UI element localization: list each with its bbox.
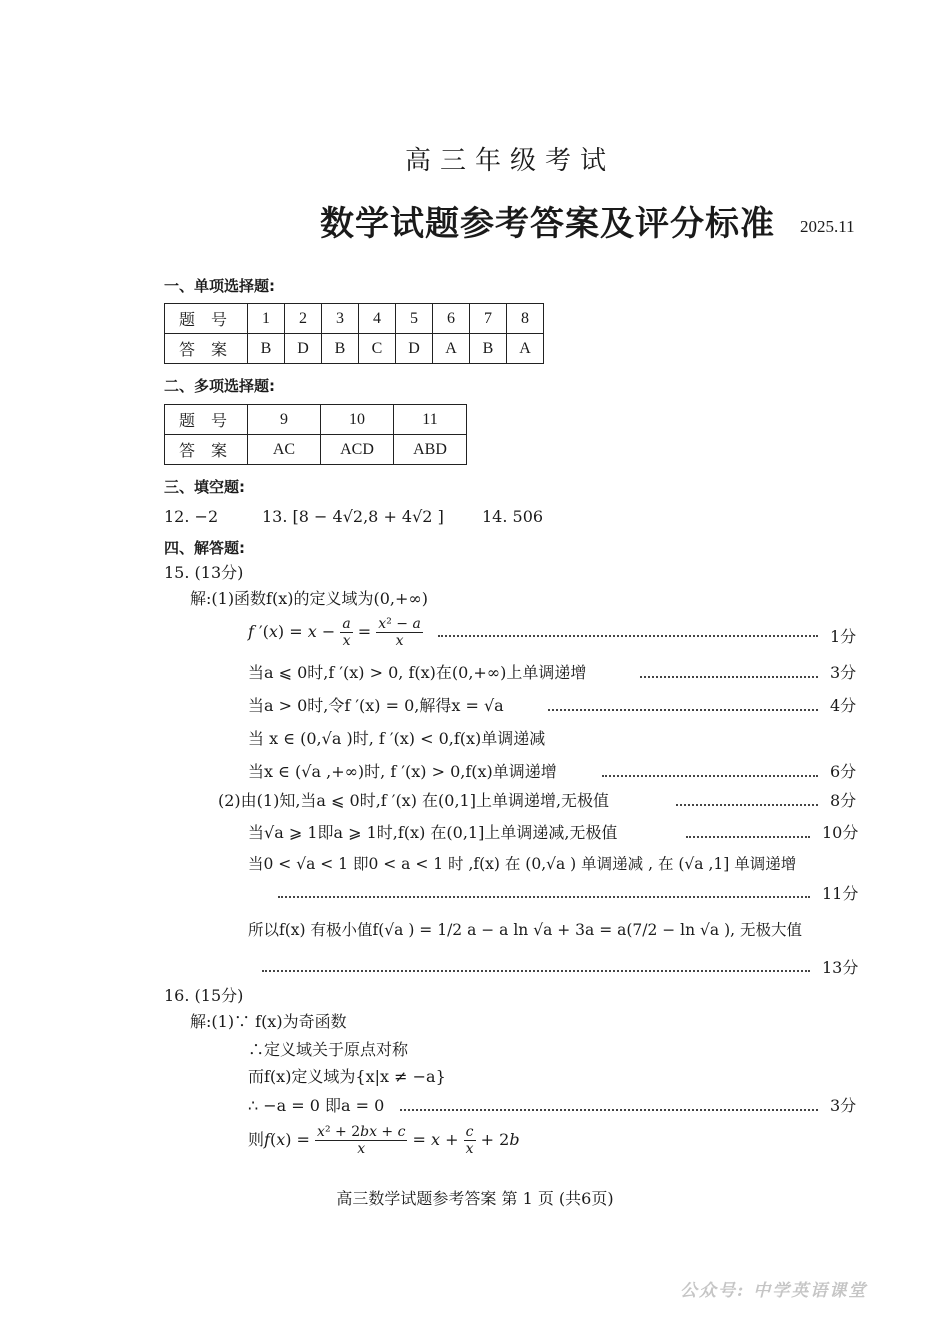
table-cell: 7: [470, 304, 507, 334]
q15-line: 当a ⩽ 0时,f ′(x) > 0, f(x)在(0,+∞)上单调递增: [248, 663, 587, 682]
watermark: 公众号: 中学英语课堂: [680, 1281, 868, 1301]
section-single-choice: 一、单项选择题:: [164, 277, 275, 295]
section-multiple-choice: 二、多项选择题:: [164, 377, 275, 395]
leader-dots: [548, 709, 818, 711]
table-cell: D: [285, 334, 322, 364]
table-row: [165, 405, 467, 435]
q16-line: ∴ −a = 0 即a = 0: [248, 1096, 385, 1115]
table-cell: 2: [285, 304, 322, 334]
table-cell: B: [470, 334, 507, 364]
table-row: [165, 435, 467, 465]
q15-line: 当 x ∈ (0,√a )时, f ′(x) < 0,f(x)单调递减: [248, 729, 546, 748]
exam-title: 高三年级考试: [404, 146, 615, 176]
q15-line: 当a > 0时,令f ′(x) = 0,解得x = √a: [248, 696, 504, 715]
table-cell: 4: [359, 304, 396, 334]
table-cell: C: [359, 334, 396, 364]
leader-dots: [278, 896, 810, 898]
row-label: 答案: [165, 435, 248, 465]
score-mark: 13分: [822, 958, 859, 977]
answer-q14: 14. 506: [482, 507, 544, 526]
row-label: 题号: [165, 304, 248, 334]
score-mark: 10分: [822, 823, 859, 842]
table-cell: AC: [248, 435, 321, 465]
q15-line: (2)由(1)知,当a ⩽ 0时,f ′(x) 在(0,1]上单调递增,无极值: [218, 791, 610, 810]
q15-heading: 15. (13分): [164, 563, 244, 582]
table-cell: A: [433, 334, 470, 364]
leader-dots: [400, 1109, 818, 1111]
table-cell: ABD: [394, 435, 467, 465]
table-cell: D: [396, 334, 433, 364]
multiple-choice-answer-table: [164, 404, 467, 465]
leader-dots: [640, 676, 818, 678]
table-cell: 10: [321, 405, 394, 435]
q15-line: 当x ∈ (√a ,+∞)时, f ′(x) > 0,f(x)单调递增: [248, 762, 557, 781]
leader-dots: [676, 804, 818, 806]
score-mark: 1分: [830, 627, 857, 646]
section-fill-blank: 三、填空题:: [164, 478, 245, 496]
table-cell: B: [322, 334, 359, 364]
q16-heading: 16. (15分): [164, 986, 244, 1005]
score-mark: 3分: [830, 1096, 857, 1115]
q16-line: 而f(x)定义域为{x|x ≠ −a}: [248, 1067, 446, 1086]
leader-dots: [686, 836, 810, 838]
document-date: 2025.11: [800, 217, 855, 236]
q15-line: 所以f(x) 有极小值f(√a ) = 1/2 a − a ln √a + 3a = a(7/2 − ln √a ), 无极大值: [248, 921, 802, 939]
score-mark: 11分: [822, 884, 859, 903]
leader-dots: [438, 635, 818, 637]
q15-line: 当0 < √a < 1 即0 < a < 1 时 ,f(x) 在 (0,√a ) 单调递减 , 在 (√a ,1] 单调递增: [248, 855, 797, 873]
q16-line: ∴定义域关于原点对称: [248, 1040, 409, 1059]
document-title: 数学试题参考答案及评分标准: [320, 204, 775, 244]
q15-line: 当√a ⩾ 1即a ⩾ 1时,f(x) 在(0,1]上单调递减,无极值: [248, 823, 618, 842]
score-mark: 8分: [830, 791, 857, 810]
table-cell: 9: [248, 405, 321, 435]
table-cell: 8: [507, 304, 544, 334]
table-cell: A: [507, 334, 544, 364]
table-cell: 5: [396, 304, 433, 334]
answer-q12: 12. −2: [164, 507, 219, 526]
leader-dots: [262, 970, 810, 972]
q15-line: 解:(1)函数f(x)的定义域为(0,+∞): [190, 589, 428, 608]
table-cell: ACD: [321, 435, 394, 465]
row-label: 答案: [165, 334, 248, 364]
q15-derivative: f ′(x) = x − $\frac{a}{x}$ = $\frac{\text{x² − a}}{x}$: [248, 616, 421, 649]
table-row: [165, 334, 544, 364]
table-cell: 11: [394, 405, 467, 435]
table-cell: 6: [433, 304, 470, 334]
row-label: 题号: [165, 405, 248, 435]
score-mark: 6分: [830, 762, 857, 781]
q16-function: 则f(x) = $\frac{\text{x² + 2bx + c}}{x}$ = x + $\frac{c}{x}$ + 2b: [248, 1124, 520, 1157]
page-footer: 高三数学试题参考答案 第 1 页 (共6页): [336, 1189, 614, 1208]
score-mark: 4分: [830, 696, 857, 715]
score-mark: 3分: [830, 663, 857, 682]
table-cell: 1: [248, 304, 285, 334]
leader-dots: [602, 775, 818, 777]
q16-line: 解:(1)∵ f(x)为奇函数: [190, 1012, 347, 1031]
table-cell: B: [248, 334, 285, 364]
section-solutions: 四、解答题:: [164, 539, 245, 557]
answer-q13: 13. [8 − 4√2,8 + 4√2 ]: [262, 507, 444, 526]
table-row: [165, 304, 544, 334]
table-cell: 3: [322, 304, 359, 334]
single-choice-answer-table: [164, 303, 544, 364]
